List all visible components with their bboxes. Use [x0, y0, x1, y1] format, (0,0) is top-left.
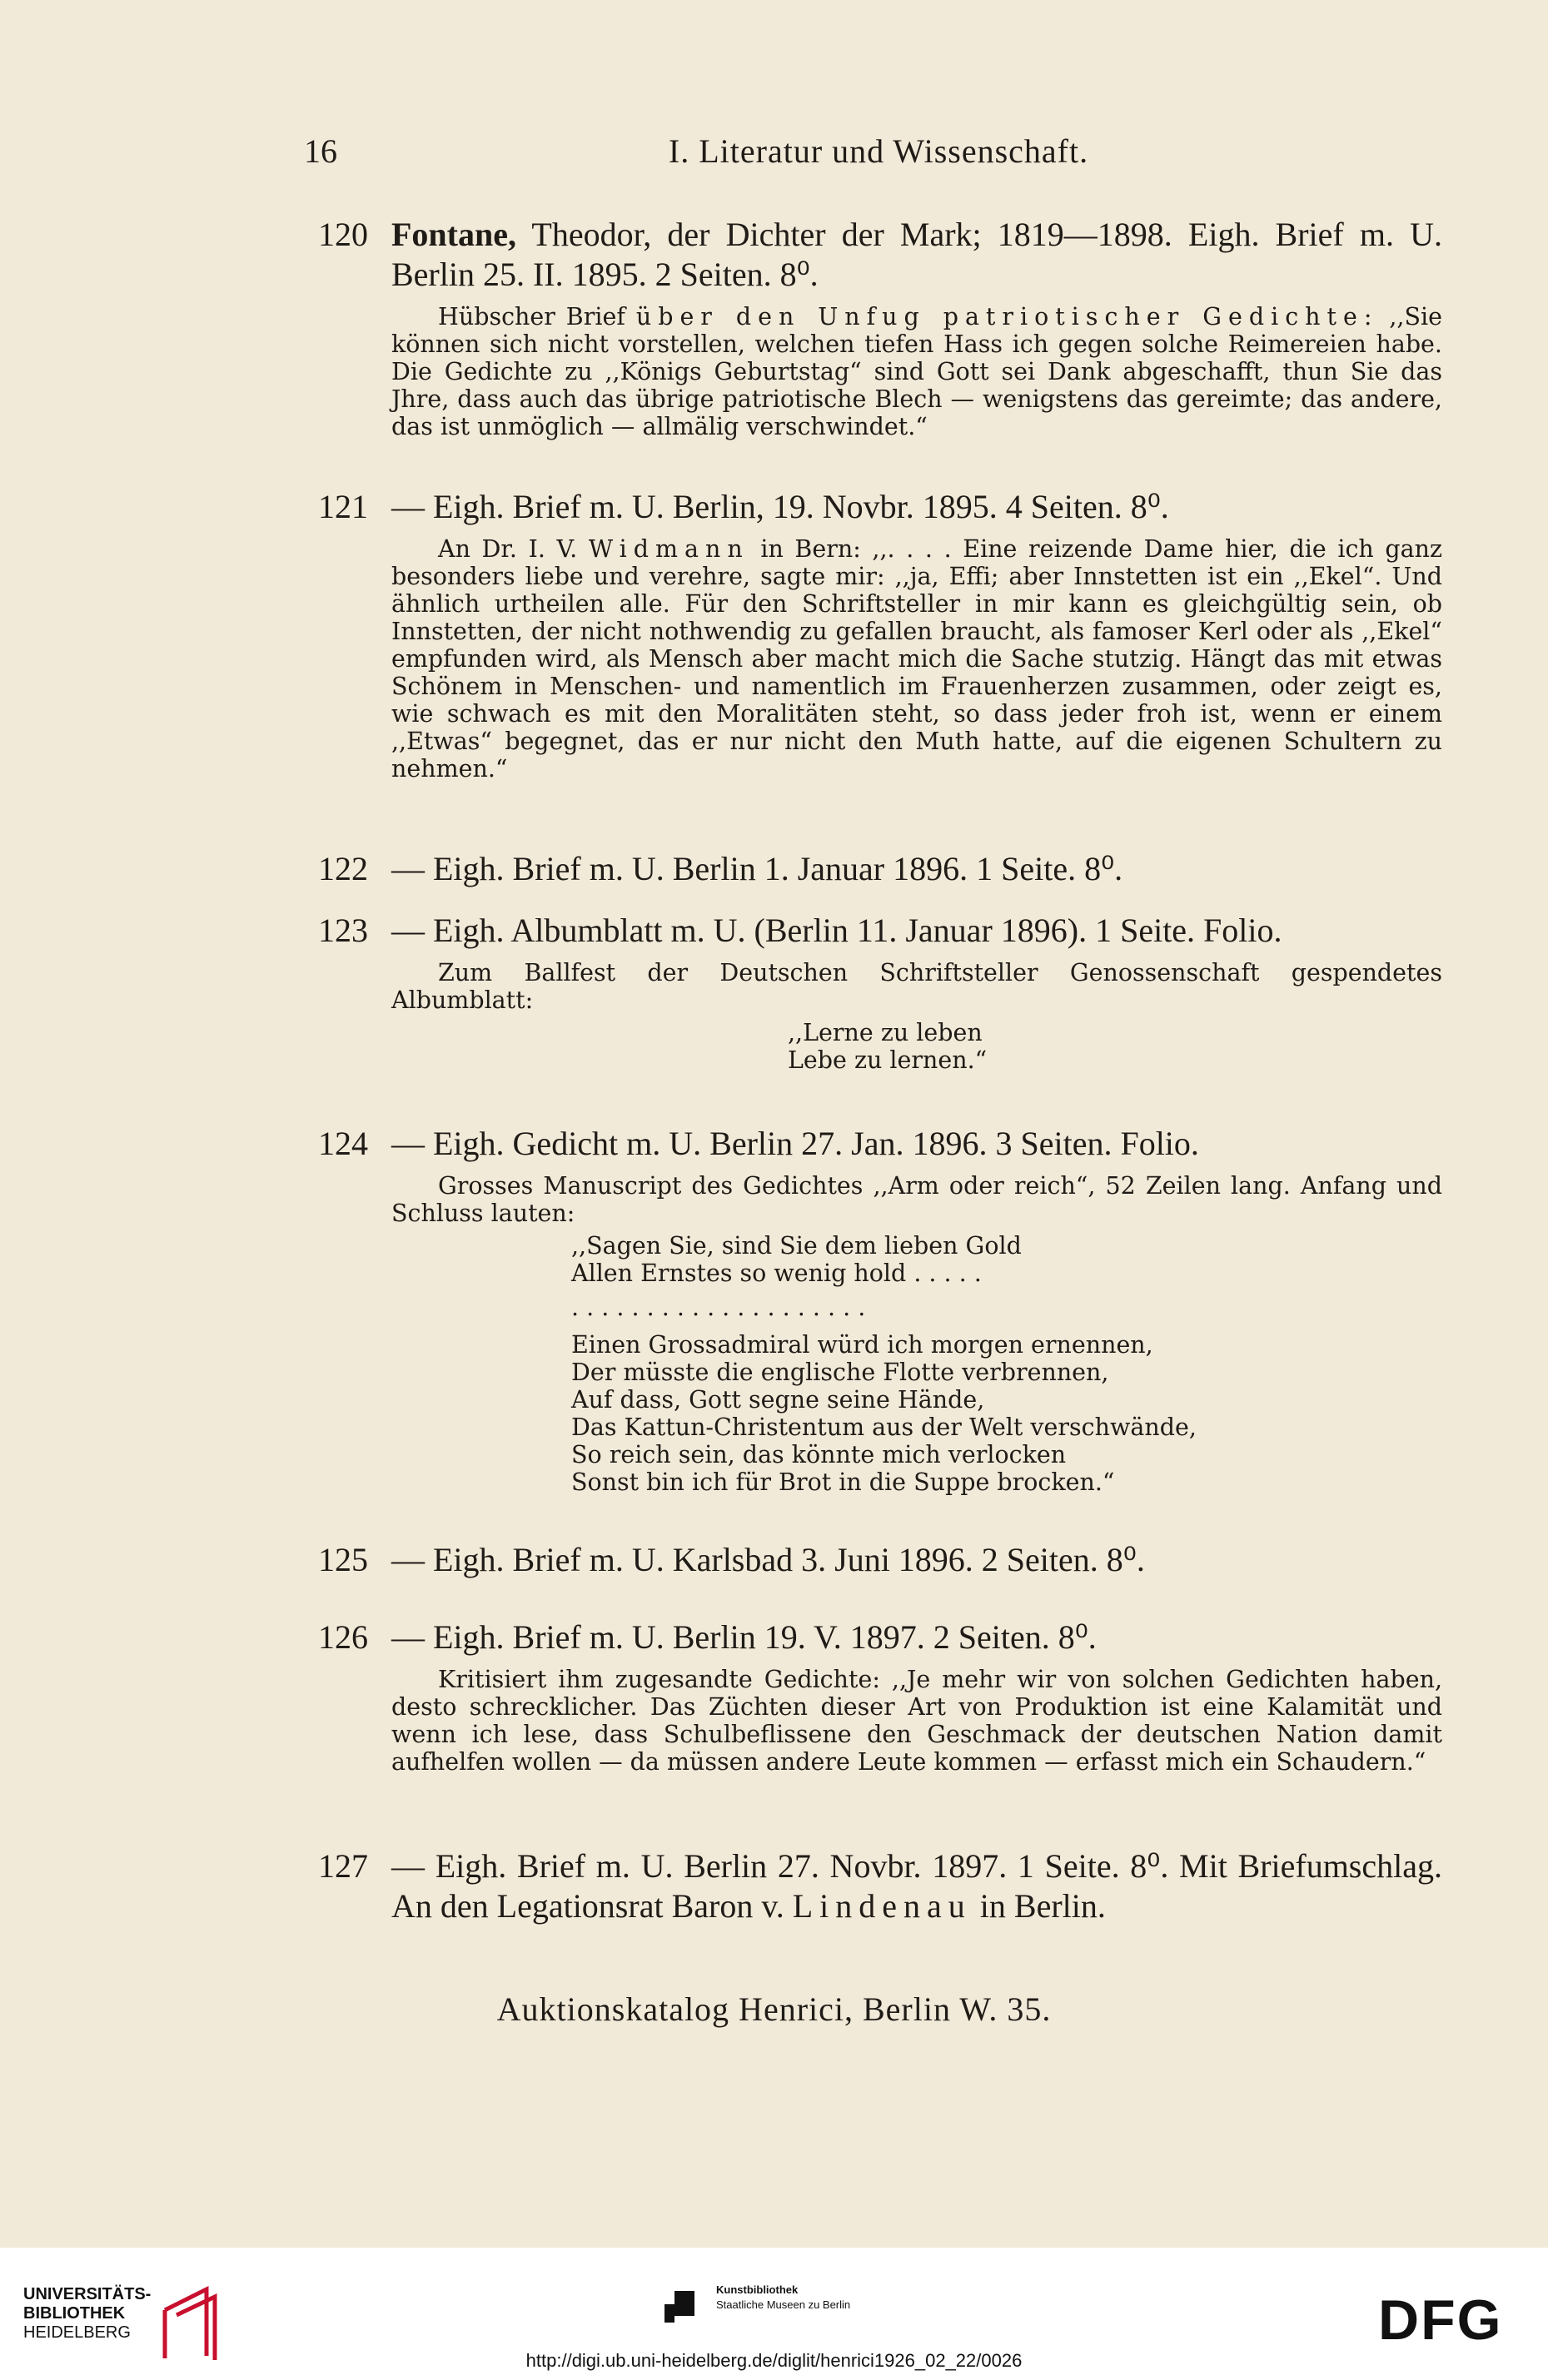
- description-text: Kritisiert ihm zugesandte Gedichte: ,,Je mehr wir von solchen Gedichten haben, desto schrecklicher. Das Züchten dieser Art von Produktion ist eine Kalamität und wenn ich lese, dass Schulbeflissene den Geschmack der deutschen Nation damit aufhelfen wollen — da müssen andere Leute kommen — erfasst mich ein Schaudern.“: [391, 1666, 1442, 1776]
- lot-title: — Eigh. Brief m. U. Karlsbad 3. Juni 1896. 2 Seiten. 8⁰.: [391, 1541, 1145, 1578]
- lot-description: [391, 535, 1442, 783]
- lot-number: 126: [318, 1618, 368, 1656]
- verse-line: Allen Ernstes so wenig hold . . . . .: [571, 1260, 982, 1287]
- running-head: [304, 132, 1453, 181]
- lot-heading: [318, 1124, 1442, 1164]
- description-text: Grosses Manuscript des Gedichtes ,,Arm oder reich“, 52 Zeilen lang. Anfang und Schluss lauten:: [391, 1172, 1442, 1227]
- verse-line: Lebe zu lernen.“: [788, 1046, 988, 1074]
- lot-description: [391, 1666, 1442, 1776]
- lot-title-tail: in Berlin.: [971, 1887, 1106, 1925]
- permalink[interactable]: http://digi.ub.uni-heidelberg.de/diglit/henrici1926_02_22/0026: [525, 2350, 1023, 2371]
- lot-entry: [318, 215, 1442, 440]
- lot-title: Theodor, der Dichter der Mark; 1819—1898. Eigh. Brief m. U. Berlin 25. II. 1895. 2 Seiten. 8⁰.: [391, 216, 1442, 293]
- lot-entry: [318, 1124, 1442, 1496]
- dfg-logo[interactable]: DFG: [1378, 2288, 1503, 2352]
- lot-heading: [318, 1617, 1442, 1657]
- spaced-name: Lindenau: [792, 1887, 972, 1925]
- lot-title: — Eigh. Gedicht m. U. Berlin 27. Jan. 1896. 3 Seiten. Folio.: [391, 1125, 1199, 1162]
- lot-entry: [318, 911, 1442, 1074]
- verse-line: Sonst bin ich für Brot in die Suppe brocken.“: [571, 1468, 1115, 1496]
- lot-title: — Eigh. Brief m. U. Berlin 27. Novbr. 1897. 1 Seite. 8⁰. Mit Briefumschlag. An den Legationsrat Baron v.: [391, 1847, 1442, 1925]
- lot-number: 122: [318, 850, 368, 887]
- lot-heading: [318, 849, 1442, 889]
- library-name-line: BIBLIOTHEK: [23, 2304, 126, 2323]
- lot-entry: [318, 849, 1442, 889]
- lot-heading: [318, 911, 1442, 951]
- description-lead: Hübscher Brief: [438, 303, 636, 330]
- lot-heading: [318, 1846, 1442, 1926]
- lot-number: 123: [318, 912, 368, 949]
- description-text: Zum Ballfest der Deutschen Schriftsteller Genossenschaft gespendetes Albumblatt:: [391, 959, 1442, 1014]
- lot-entry: [318, 1540, 1442, 1580]
- lot-title: — Eigh. Brief m. U. Berlin, 19. Novbr. 1895. 4 Seiten. 8⁰.: [391, 488, 1169, 525]
- verse-line: So reich sein, das könnte mich verlocken: [571, 1441, 1067, 1468]
- library-name-line: UNIVERSITÄTS-: [23, 2285, 152, 2303]
- kunstbibliothek-title: Kunstbibliothek: [716, 2283, 799, 2296]
- running-title: I. Literatur und Wissenschaft.: [668, 132, 1089, 170]
- verse-line: Auf dass, Gott segne seine Hände,: [571, 1386, 985, 1414]
- spaced-text: Widmann: [588, 535, 749, 563]
- lot-entry: [318, 487, 1442, 783]
- kunstbibliothek-emblem-icon: [658, 2286, 708, 2328]
- lot-title: — Eigh. Brief m. U. Berlin 1. Januar 1896. 1 Seite. 8⁰.: [391, 850, 1123, 887]
- verse-ellipsis: . . . . . . . . . . . . . . . . . . . .: [571, 1294, 866, 1321]
- description-text: in Bern: ,,. . . . Eine reizende Dame hier, die ich ganz besonders liebe und verehre, sagte mir: ,,ja, Effi; aber Innstetten ist ein ,,Ekel“. Und ähnlich urtheilen alle. Für den Schriftsteller in mir kann es gleichgültig sein, ob Innstetten, der nicht nothwendig zu gefallen braucht, als famoser Kerl oder als ,,Ekel“ empfunden wird, als Mensch aber macht mich die Sache stutzig. Hängt das mit etwas Schönem in Menschen- und namentlich im Frauenherzen zusammen, oder zeigt es, wie schwach es mit den Moralitäten steht, so dass jeder froh ist, wenn er einem ,,Etwas“ begegnet, das er nur nicht den Muth hatte, auf die eigenen Schultern zu nehmen.“: [391, 535, 1442, 783]
- page-number: 16: [304, 132, 337, 170]
- verse-line: Der müsste die englische Flotte verbrennen,: [571, 1359, 1109, 1386]
- description-lead: An Dr. I. V.: [438, 535, 589, 563]
- verse-line: Einen Grossadmiral würd ich morgen ernennen,: [571, 1331, 1153, 1359]
- author-name: Fontane,: [391, 216, 516, 253]
- kunstbibliothek-subtitle: Staatliche Museen zu Berlin: [716, 2298, 851, 2311]
- description-text: ,,Sie können sich nicht vorstellen, welchen tiefen Hass ich gegen solche Reimereien habe. Die Gedichte zu ,,Königs Geburtstag“ sind Gott sei Dank abgeschafft, thun Sie das Jhre, dass auch das übrige patriotische Blech — wenigstens das gereimte; das andere, das ist unmöglich — allmälig verschwindet.“: [391, 303, 1442, 440]
- lot-description: [391, 1172, 1442, 1496]
- lot-description: [391, 959, 1442, 1074]
- lot-number: 125: [318, 1541, 368, 1578]
- verse-line: Das Kattun-Christentum aus der Welt verschwände,: [571, 1414, 1197, 1441]
- lot-entry: [318, 1617, 1442, 1776]
- catalogue-footer: Auktionskatalog Henrici, Berlin W. 35.: [496, 1990, 1052, 2028]
- verse-line: ,,Lerne zu leben: [788, 1019, 983, 1046]
- lot-number: 121: [318, 488, 368, 525]
- library-emblem-icon: [157, 2285, 223, 2360]
- verse-block: [525, 1232, 1442, 1496]
- lot-number: 127: [318, 1847, 368, 1885]
- lot-entry: [318, 1846, 1442, 1926]
- verse-block: [741, 1019, 1442, 1074]
- lot-number: 124: [318, 1125, 368, 1162]
- lot-number: 120: [318, 216, 368, 253]
- lot-heading: [318, 215, 1442, 295]
- lot-heading: [318, 487, 1442, 527]
- lot-heading: [318, 1540, 1442, 1580]
- kunstbibliothek-logo[interactable]: [658, 2283, 908, 2333]
- lot-title: — Eigh. Albumblatt m. U. (Berlin 11. Januar 1896). 1 Seite. Folio.: [391, 912, 1282, 949]
- spaced-text: über den Unfug patriotischer Gedichte:: [635, 303, 1379, 330]
- library-name: [23, 2285, 151, 2343]
- lot-title: — Eigh. Brief m. U. Berlin 19. V. 1897. 2 Seiten. 8⁰.: [391, 1618, 1097, 1656]
- verse-line: ,,Sagen Sie, sind Sie dem lieben Gold: [571, 1232, 1022, 1260]
- university-library-logo[interactable]: [23, 2285, 248, 2360]
- kunstbibliothek-name: [716, 2283, 850, 2313]
- lot-description: [391, 303, 1442, 440]
- library-name-line: HEIDELBERG: [23, 2323, 131, 2342]
